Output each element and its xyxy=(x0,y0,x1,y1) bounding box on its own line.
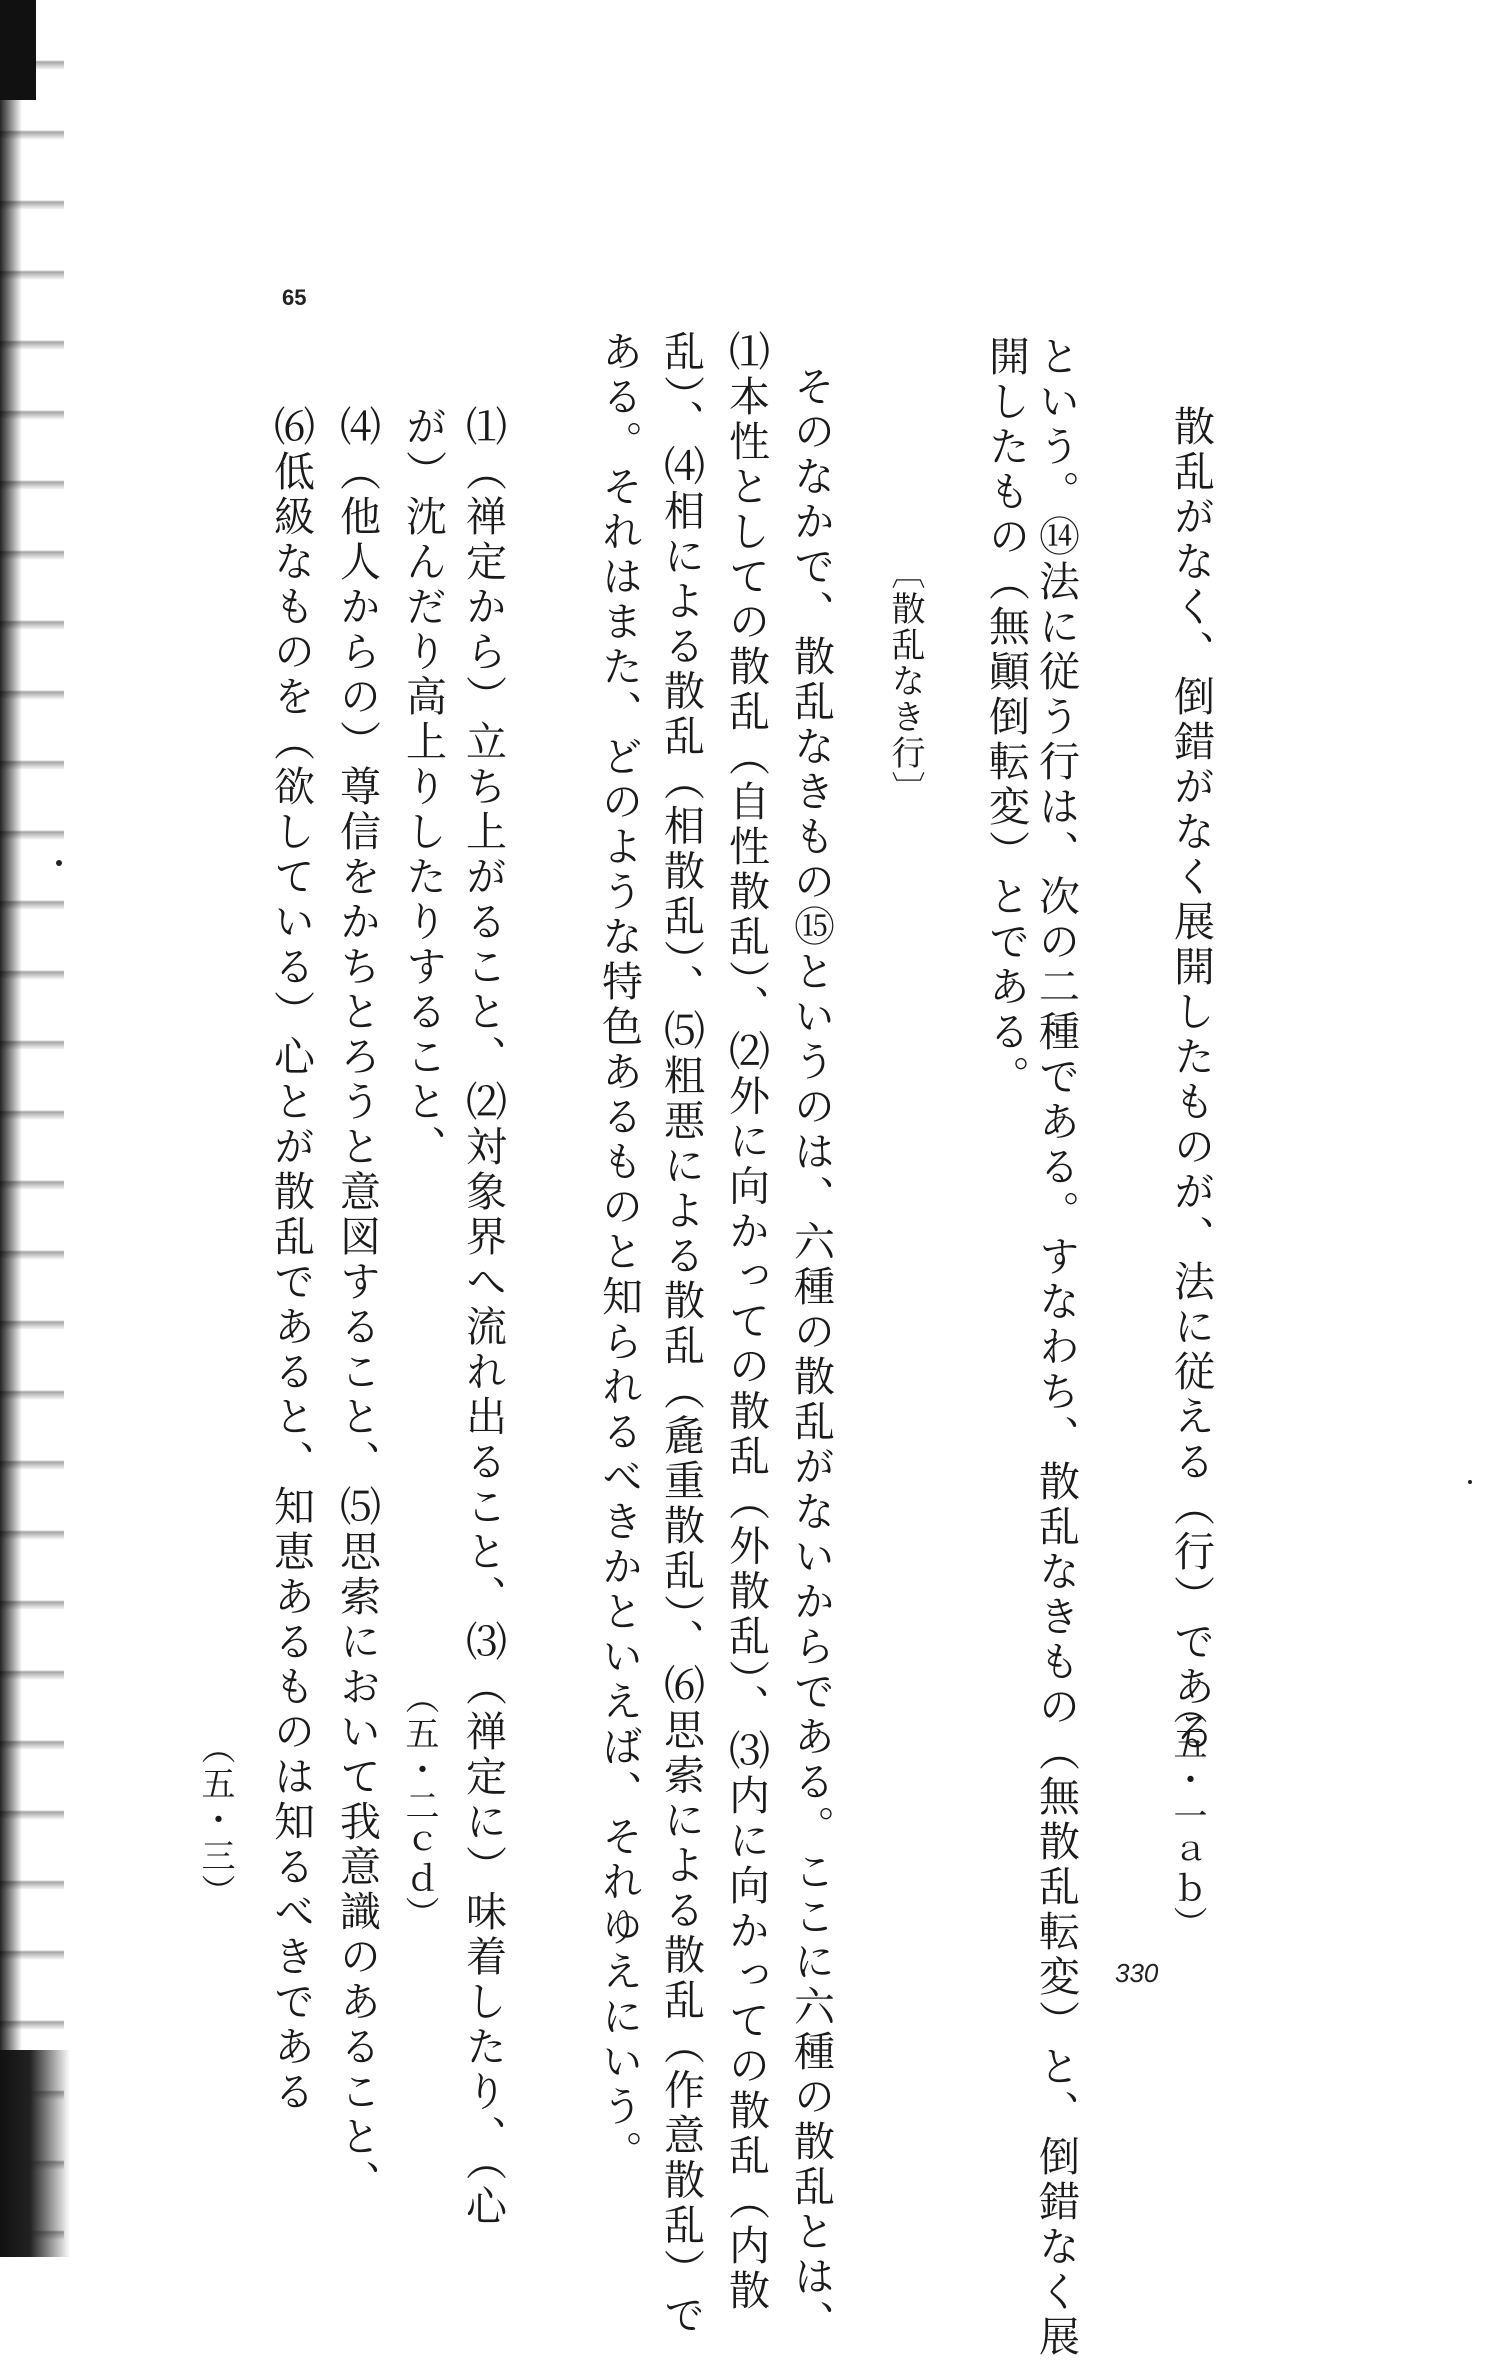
verse2-ref: （五・二ｃｄ） xyxy=(399,1680,439,1932)
para2-line-3: 乱）、⑷相による散乱（相散乱）、⑸粗悪による散乱（麁重散乱）、⑹思索による散乱（作意散乱）で xyxy=(657,330,705,2339)
binding-shadow-bottom xyxy=(0,2050,70,2257)
para2-line-1: そのなかで、散乱なきもの⑮というのは、六種の散乱がないからである。ここに六種の散乱とは、 xyxy=(787,365,835,2345)
verse3-ref: （五・三） xyxy=(195,1730,235,1910)
binding-shadow-top xyxy=(0,0,36,100)
scan-speck xyxy=(1468,1480,1472,1484)
verse1-line-2: という。⑭法に従う行は、次の二種である。すなわち、散乱なきもの（無散乱転変）と、倒錯なく展 xyxy=(1032,335,1080,2360)
verse2-line-2: が）沈んだり高上りしたりすること、 xyxy=(399,405,447,1170)
verse1-line-1: 散乱がなく、倒錯がなく展開したものが、法に従える（行）である xyxy=(1167,405,1215,1755)
para2-line-2: ⑴本性としての散乱（自性散乱）、⑵外に向かっての散乱（外散乱）、⑶内に向かっての散乱（内散 xyxy=(722,330,770,2314)
para2-line-4: ある。それはまた、どのような特色あるものと知られるべきかといえば、それゆえにいう。 xyxy=(595,330,643,2175)
verse3-line-1: ⑷（他人からの）尊信をかちとろうと意図すること、⑸思索において我意識のあること、 xyxy=(333,405,381,2205)
section-heading: 〔散乱なき行〕 xyxy=(885,555,925,807)
verse3-line-2: ⑹低級なものを（欲している）心とが散乱であると、知恵あるものは知るべきである xyxy=(267,405,315,2115)
page-number-bottom: 330 xyxy=(1115,1958,1159,1988)
verse1-line-3: 開したもの（無顚倒転変）とである。 xyxy=(982,335,1030,1100)
verse2-line-1: ⑴（禅定から）立ち上がること、⑵対象界へ流れ出ること、⑶（禅定に）味着したり、（心 xyxy=(459,405,507,2230)
page-number-top: 65 xyxy=(282,285,307,310)
binding-shadow xyxy=(0,0,64,2257)
scan-speck xyxy=(56,860,62,866)
verse1-ref: （五・一ａｂ） xyxy=(1167,1690,1207,1942)
